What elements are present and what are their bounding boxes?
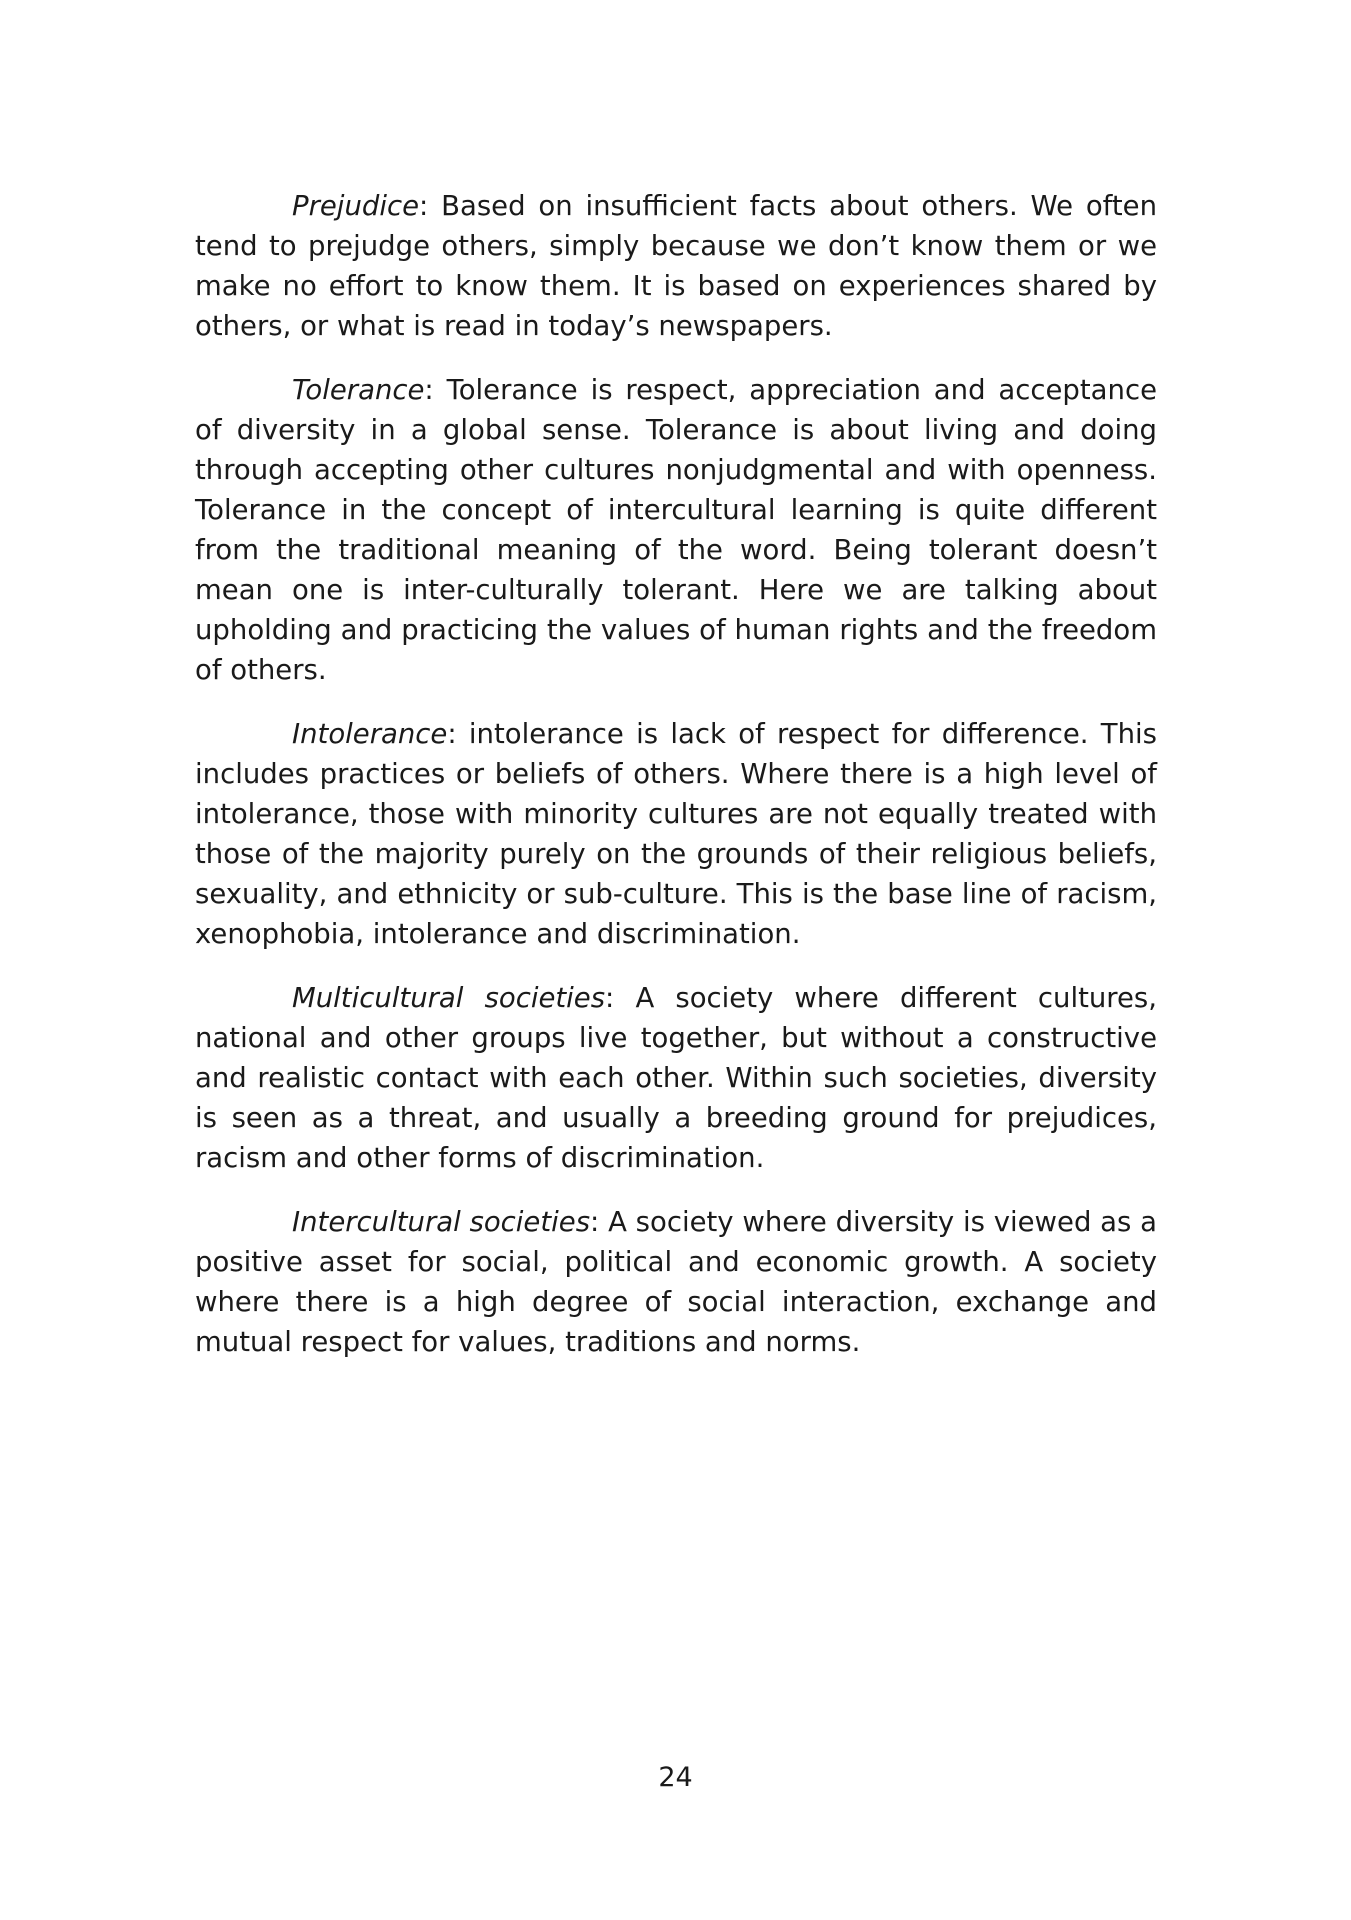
definition-text: Based on insufficient facts about others. We often tend to prejudge others, simply because we don’t know them or we make no effort to know them. It is based on experiences shared by others, or what is read in today’s newspapers. [195, 190, 1157, 342]
term-prejudice: Prejudice [292, 190, 420, 222]
definition-text: intolerance is lack of respect for difference. This includes practices or beliefs of others. Where there is a high level of intolerance, those with minority cultures are not equally treated with those of the majority purely on the grounds of their religious beliefs, sexuality, and ethnicity or sub-culture. This is the base line of racism, xenophobia, intolerance and discrimination. [195, 718, 1157, 950]
term-separator: : [447, 718, 469, 750]
term-multicultural-societies: Multicultural societies [292, 982, 606, 1014]
term-separator: : [590, 1206, 609, 1238]
definition-intolerance [195, 714, 1157, 954]
definition-text: A society where different cultures, national and other groups live together, but without a constructive and realistic contact with each other. Within such societies, diversity is seen as a threat, and usually a breeding ground for prejudices, racism and other forms of discrimination. [195, 982, 1157, 1174]
definition-text: Tolerance is respect, appreciation and acceptance of diversity in a global sense. Tolerance is about living and doing through accepting other cultures nonjudgmental and with openness. Tolerance in the concept of intercultural learning is quite different from the traditional meaning of the word. Being tolerant doesn’t mean one is inter-culturally tolerant. Here we are talking about upholding and practicing the values of human rights and the freedom of others. [195, 374, 1157, 686]
page-body [195, 186, 1157, 1386]
term-intercultural-societies: Intercultural societies [292, 1206, 591, 1238]
term-separator: : [419, 190, 442, 222]
term-tolerance: Tolerance [292, 374, 425, 406]
term-separator: : [424, 374, 447, 406]
term-intolerance: Intolerance [292, 718, 448, 750]
definition-multicultural-societies [195, 978, 1157, 1178]
page-number: 24 [658, 1762, 693, 1793]
definition-text: A society where diversity is viewed as a positive asset for social, political and economic growth. A society where there is a high degree of social interaction, exchange and mutual respect for values, traditions and norms. [195, 1206, 1157, 1358]
definition-prejudice [195, 186, 1157, 346]
definition-tolerance [195, 370, 1157, 690]
term-separator: : [605, 982, 636, 1014]
definition-intercultural-societies [195, 1202, 1157, 1362]
